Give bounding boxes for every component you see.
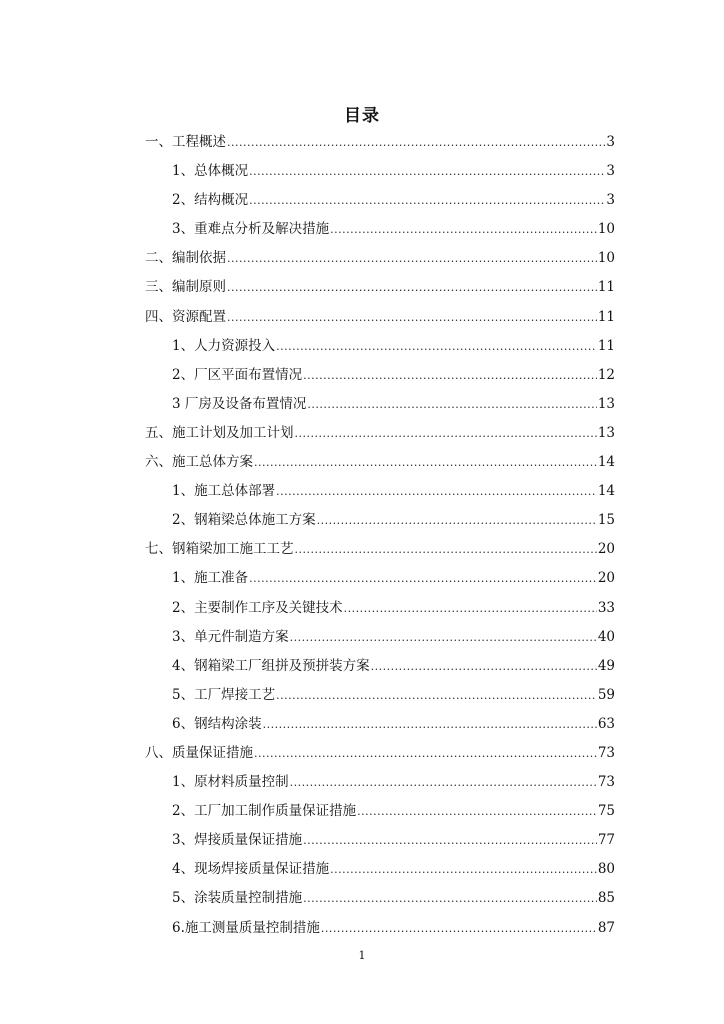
toc-entry-page: 20 bbox=[597, 541, 615, 558]
toc-dot-leader bbox=[263, 718, 597, 731]
toc-entry-label: 6、钢结构涂装 bbox=[172, 715, 262, 732]
toc-entry-label: 四、资源配置 bbox=[145, 308, 226, 325]
toc-dot-leader bbox=[303, 892, 597, 905]
toc-entry-label: 七、钢箱梁加工施工工艺 bbox=[145, 541, 294, 558]
toc-entry-page: 15 bbox=[597, 512, 615, 529]
toc-entry[interactable] bbox=[145, 886, 615, 915]
toc-title: 目录 bbox=[344, 106, 380, 126]
toc-entry[interactable] bbox=[145, 828, 615, 857]
toc-dot-leader bbox=[344, 602, 597, 615]
toc-entry-page: 3 bbox=[606, 134, 615, 150]
toc-dot-leader bbox=[303, 369, 597, 382]
toc-entry[interactable] bbox=[145, 421, 615, 450]
toc-entry[interactable] bbox=[145, 537, 615, 566]
toc-dot-leader bbox=[249, 194, 605, 207]
toc-dot-leader bbox=[249, 165, 605, 178]
toc-entry[interactable] bbox=[145, 712, 615, 741]
toc-entry-label: 5、涂装质量控制措施 bbox=[172, 890, 303, 907]
toc-entry[interactable] bbox=[145, 770, 615, 799]
toc-dot-leader bbox=[330, 863, 597, 876]
toc-entry-label: 3、单元件制造方案 bbox=[172, 628, 289, 645]
toc-dot-leader bbox=[371, 660, 597, 673]
toc-entry-page: 49 bbox=[597, 657, 615, 674]
toc-entry-page: 73 bbox=[597, 774, 615, 791]
toc-list bbox=[145, 130, 615, 945]
toc-entry-label: 6.施工测量质量控制措施 bbox=[172, 919, 320, 936]
toc-entry-label: 4、现场焊接质量保证措施 bbox=[172, 861, 330, 878]
toc-entry-label: 2、工厂加工制作质量保证措施 bbox=[172, 803, 357, 820]
toc-entry-label: 3 厂房及设备布置情况 bbox=[172, 395, 307, 412]
toc-dot-leader bbox=[295, 543, 597, 556]
toc-entry-label: 五、施工计划及加工计划 bbox=[145, 424, 294, 441]
toc-dot-leader bbox=[227, 252, 597, 265]
toc-entry-label: 三、编制原则 bbox=[145, 279, 226, 296]
toc-entry[interactable] bbox=[145, 275, 615, 304]
toc-entry-page: 40 bbox=[597, 628, 615, 645]
toc-entry-label: 3、重难点分析及解决措施 bbox=[172, 221, 330, 238]
toc-entry[interactable] bbox=[145, 130, 615, 159]
toc-dot-leader bbox=[254, 747, 597, 760]
toc-entry-label: 5、工厂焊接工艺 bbox=[172, 686, 276, 703]
toc-entry-label: 2、厂区平面布置情况 bbox=[172, 366, 303, 383]
toc-entry-label: 二、编制依据 bbox=[145, 250, 226, 267]
toc-entry[interactable] bbox=[145, 246, 615, 275]
toc-entry-label: 1、原材料质量控制 bbox=[172, 774, 289, 791]
toc-entry-page: 13 bbox=[597, 395, 615, 412]
toc-dot-leader bbox=[276, 485, 597, 498]
toc-dot-leader bbox=[249, 572, 597, 585]
toc-dot-leader bbox=[276, 689, 597, 702]
toc-entry[interactable] bbox=[145, 625, 615, 654]
page-number: 1 bbox=[358, 949, 366, 962]
toc-entry[interactable] bbox=[145, 188, 615, 217]
toc-entry[interactable] bbox=[145, 363, 615, 392]
toc-dot-leader bbox=[254, 456, 597, 469]
toc-entry-label: 1、施工准备 bbox=[172, 570, 249, 587]
toc-dot-leader bbox=[321, 922, 597, 935]
toc-entry[interactable] bbox=[145, 683, 615, 712]
toc-entry-page: 3 bbox=[606, 192, 615, 209]
toc-dot-leader bbox=[307, 398, 596, 411]
toc-entry-page: 14 bbox=[597, 483, 615, 500]
toc-dot-leader bbox=[276, 340, 597, 353]
toc-entry[interactable] bbox=[145, 596, 615, 625]
toc-entry-label: 2、钢箱梁总体施工方案 bbox=[172, 512, 316, 529]
toc-entry-page: 77 bbox=[597, 832, 615, 849]
toc-entry-label: 2、结构概况 bbox=[172, 192, 249, 209]
toc-entry-page: 33 bbox=[597, 599, 615, 616]
toc-entry-page: 11 bbox=[597, 308, 615, 325]
toc-dot-leader bbox=[357, 805, 597, 818]
toc-dot-leader bbox=[295, 427, 597, 440]
toc-entry-label: 1、施工总体部署 bbox=[172, 483, 276, 500]
toc-entry[interactable] bbox=[145, 857, 615, 886]
toc-entry-page: 11 bbox=[597, 337, 615, 354]
toc-entry[interactable] bbox=[145, 305, 615, 334]
toc-entry-label: 1、人力资源投入 bbox=[172, 337, 276, 354]
toc-entry-page: 10 bbox=[597, 221, 615, 238]
toc-entry-page: 3 bbox=[606, 163, 615, 180]
toc-entry[interactable] bbox=[145, 479, 615, 508]
toc-entry-page: 73 bbox=[597, 744, 615, 761]
toc-entry-page: 85 bbox=[597, 890, 615, 907]
toc-entry-page: 20 bbox=[597, 570, 615, 587]
toc-entry[interactable] bbox=[145, 741, 615, 770]
toc-entry-page: 75 bbox=[597, 803, 615, 820]
toc-entry-label: 1、总体概况 bbox=[172, 163, 249, 180]
toc-dot-leader bbox=[227, 281, 597, 294]
toc-entry[interactable] bbox=[145, 508, 615, 537]
toc-entry-page: 12 bbox=[597, 366, 615, 383]
toc-entry-label: 八、质量保证措施 bbox=[145, 744, 253, 761]
toc-entry-page: 80 bbox=[597, 861, 615, 878]
toc-entry-page: 10 bbox=[597, 250, 615, 267]
toc-dot-leader bbox=[330, 223, 597, 236]
toc-dot-leader bbox=[290, 776, 597, 789]
toc-entry-label: 一、工程概述 bbox=[145, 134, 226, 150]
toc-entry[interactable] bbox=[145, 799, 615, 828]
toc-entry-page: 87 bbox=[597, 919, 615, 936]
toc-dot-leader bbox=[227, 311, 597, 324]
toc-entry-page: 13 bbox=[597, 424, 615, 441]
toc-entry[interactable] bbox=[145, 654, 615, 683]
toc-entry-label: 3、焊接质量保证措施 bbox=[172, 832, 303, 849]
toc-entry[interactable] bbox=[145, 916, 615, 945]
toc-entry-page: 59 bbox=[597, 686, 615, 703]
toc-entry[interactable] bbox=[145, 392, 615, 421]
toc-dot-leader bbox=[227, 136, 605, 149]
toc-entry[interactable] bbox=[145, 450, 615, 479]
toc-entry-page: 11 bbox=[597, 279, 615, 296]
toc-entry-label: 六、施工总体方案 bbox=[145, 454, 253, 471]
toc-entry[interactable] bbox=[145, 566, 615, 595]
toc-entry-page: 14 bbox=[597, 454, 615, 471]
toc-entry-label: 4、钢箱梁工厂组拼及预拼装方案 bbox=[172, 657, 370, 674]
toc-entry[interactable] bbox=[145, 334, 615, 363]
toc-entry-label: 2、主要制作工序及关键技术 bbox=[172, 599, 343, 616]
toc-entry[interactable] bbox=[145, 217, 615, 246]
toc-dot-leader bbox=[303, 834, 597, 847]
toc-entry-page: 63 bbox=[597, 715, 615, 732]
toc-entry[interactable] bbox=[145, 159, 615, 188]
toc-dot-leader bbox=[317, 514, 597, 527]
toc-dot-leader bbox=[290, 631, 597, 644]
